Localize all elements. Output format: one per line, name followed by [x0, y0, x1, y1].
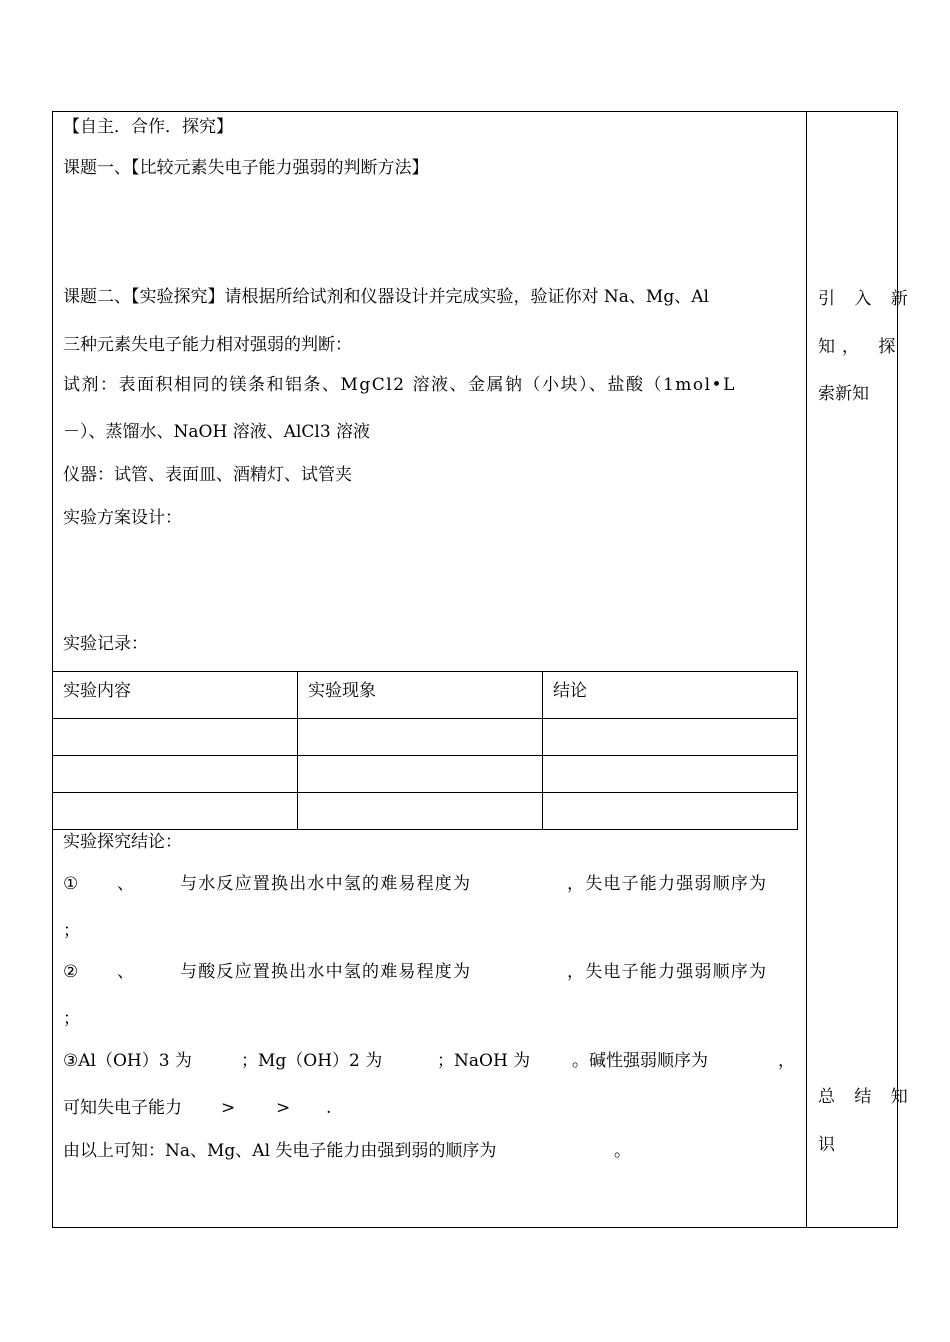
reagents-line1: 试剂：表面积相同的镁条和铝条、MgCl2 溶液、金属钠（小块）、盐酸（1mol•L	[63, 375, 736, 395]
c1-text2: ，失电子能力强弱顺序为	[567, 874, 768, 894]
final-conclusion: 由以上可知：Na、Mg、Al 失电子能力由强到弱的顺序为	[63, 1141, 497, 1161]
side-note-4: 总 结 知	[818, 1087, 915, 1107]
record-label: 实验记录：	[63, 634, 148, 654]
column-divider	[806, 111, 807, 1228]
c3-line2-text: 可知失电子能力	[63, 1098, 182, 1118]
c3-line2-dot: .	[326, 1098, 332, 1118]
c1-end: ；	[63, 921, 80, 941]
topic-two-line2: 三种元素失电子能力相对强弱的判断：	[63, 335, 352, 355]
table-cell[interactable]	[298, 756, 543, 793]
c3-part1: ③Al（OH）3 为	[63, 1051, 192, 1071]
c3-part3: ；NaOH 为	[437, 1051, 531, 1071]
record-table	[52, 671, 798, 830]
c3-part5: ，	[778, 1051, 795, 1071]
side-note-5: 识	[818, 1135, 842, 1155]
c2-num: ②	[63, 962, 79, 982]
c1-sep: 、	[117, 874, 134, 894]
table-row	[53, 719, 798, 756]
instruments: 仪器：试管、表面皿、酒精灯、试管夹	[63, 465, 352, 485]
reagents-line2: －）、蒸馏水、NaOH 溶液、AlCl3 溶液	[63, 422, 371, 442]
c3-line2-gt1: >	[221, 1098, 236, 1118]
table-cell[interactable]	[53, 756, 298, 793]
side-note-1: 引 入 新	[818, 289, 915, 309]
final-end: 。	[614, 1141, 631, 1161]
section-title: 【自主．合作．探究】	[63, 117, 233, 137]
c2-text2: ，失电子能力强弱顺序为	[567, 962, 768, 982]
table-header-cell: 实验内容	[53, 672, 298, 719]
c3-part2: ；Mg（OH）2 为	[241, 1051, 383, 1071]
table-cell[interactable]	[298, 719, 543, 756]
table-header-cell: 实验现象	[298, 672, 543, 719]
design-label: 实验方案设计：	[63, 508, 182, 528]
table-cell[interactable]	[543, 756, 798, 793]
table-cell[interactable]	[543, 719, 798, 756]
table-header-row	[53, 672, 798, 719]
topic-one: 课题一、【比较元素失电子能力强弱的判断方法】	[63, 158, 429, 178]
c2-end: ；	[63, 1009, 80, 1029]
c3-part4: 。碱性强弱顺序为	[572, 1051, 708, 1071]
table-row	[53, 756, 798, 793]
table-cell[interactable]	[53, 719, 298, 756]
table-cell[interactable]	[53, 793, 298, 830]
conclusion-label: 实验探究结论：	[63, 832, 182, 852]
topic-two-line1: 课题二、【实验探究】请根据所给试剂和仪器设计并完成实验，验证你对 Na、Mg、Al	[63, 287, 709, 307]
c2-sep: 、	[117, 962, 134, 982]
side-note-2: 知， 探	[818, 337, 903, 357]
c2-text: 与酸反应置换出水中氢的难易程度为	[180, 962, 472, 982]
c1-text: 与水反应置换出水中氢的难易程度为	[180, 874, 472, 894]
table-cell[interactable]	[298, 793, 543, 830]
side-note-3: 索新知	[818, 384, 869, 404]
table-cell[interactable]	[543, 793, 798, 830]
table-header-cell: 结论	[543, 672, 798, 719]
table-row	[53, 793, 798, 830]
c3-line2-gt2: >	[276, 1098, 291, 1118]
c1-num: ①	[63, 874, 79, 894]
